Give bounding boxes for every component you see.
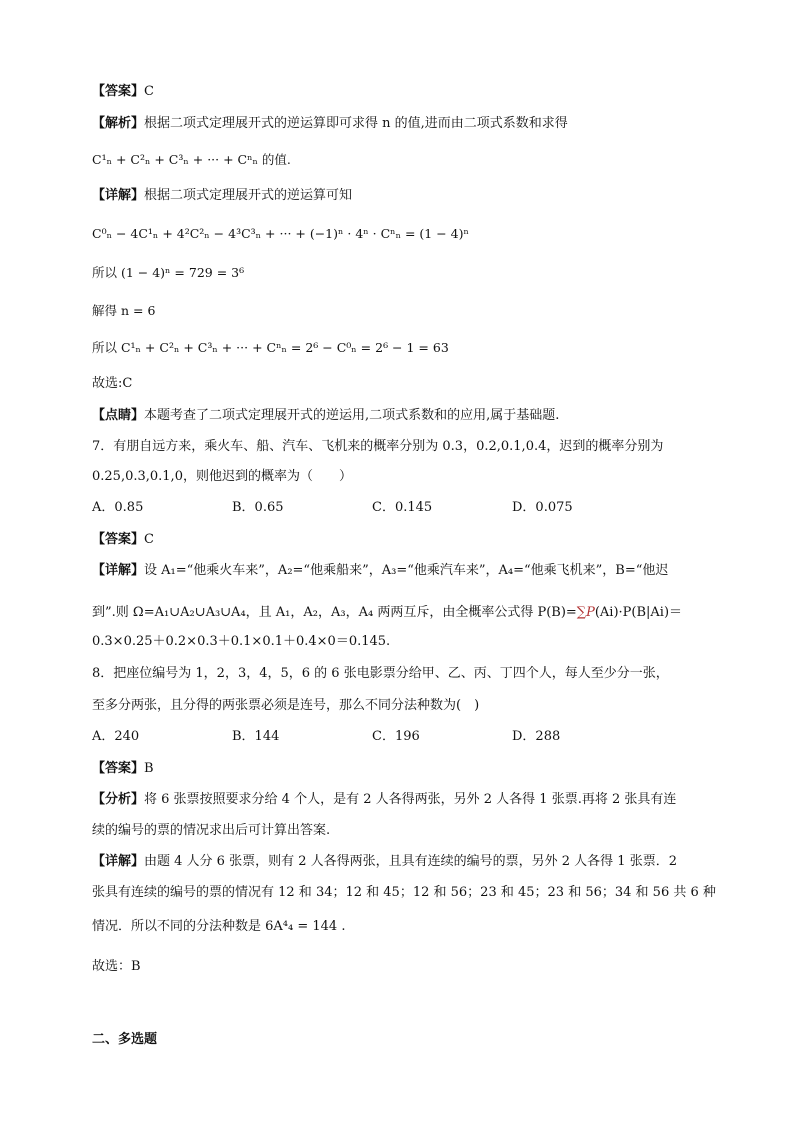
detail-text: 设 A₁=“他乘火车来”，A₂=“他乘船来”，A₃=“他乘汽车来”，A₄=“他乘飞机来”，B=“他迟 bbox=[144, 563, 669, 578]
question-7-line-2: 0.25,0.3,0.1,0，则他迟到的概率为（ ） bbox=[92, 469, 352, 484]
choose-line-8: 故选：B bbox=[92, 959, 141, 974]
option-c: C．196 bbox=[372, 729, 420, 744]
analysis-tag: 【分析】 bbox=[92, 792, 145, 807]
answer-tag: 【答案】 bbox=[92, 84, 145, 99]
section-heading: 二、多选题 bbox=[92, 1032, 158, 1047]
question-7-line-1: 7．有朋自远方来，乘火车、船、汽车、飞机来的概率分别为 0.3，0.2,0.1,0.4，迟到的概率分别为 bbox=[92, 439, 664, 454]
option-b: B．144 bbox=[232, 729, 280, 744]
detail-line-8-2: 张具有连续的编号的票的情况有 12 和 34；12 和 45；12 和 56；23 和 45；23 和 56；34 和 56 共 6 种 bbox=[92, 885, 716, 900]
detail-tag: 【详解】 bbox=[92, 854, 145, 869]
choose-line-6: 故选:C bbox=[92, 376, 133, 391]
detail-text: 到”.则 Ω=A₁∪A₂∪A₃∪A₄，且 A₁，A₂，A₃，A₄ 两两互斥，由全概率公式得 P(B)= bbox=[92, 605, 577, 620]
answer-line-7 bbox=[92, 530, 154, 550]
question-8-line-1: 8．把座位编号为 1，2，3，4，5，6 的 6 张电影票分给甲、乙、丙、丁四个人，每人至少分一张， bbox=[92, 666, 669, 681]
detail-text: 由题 4 人分 6 张票，则有 2 人各得两张，且具有连续的编号的票，另外 2 人各得 1 张票．2 bbox=[144, 854, 677, 869]
answer-value: C bbox=[144, 532, 154, 547]
solve-line: 解得 n = 6 bbox=[92, 303, 156, 318]
question-8-options bbox=[92, 727, 652, 747]
detail-line-6 bbox=[92, 186, 352, 206]
option-d: D．0.075 bbox=[512, 500, 573, 515]
answer-value: C bbox=[144, 84, 154, 99]
detail-line-7-3: 0.3×0.25＋0.2×0.3＋0.1×0.1＋0.4×0＝0.145. bbox=[92, 634, 391, 649]
analysis-line-6 bbox=[92, 114, 568, 134]
option-a: A．240 bbox=[92, 729, 140, 744]
detail-tag: 【详解】 bbox=[92, 188, 145, 203]
detail-tag: 【详解】 bbox=[92, 563, 145, 578]
so-line-2: 所以 C¹ₙ + C²ₙ + C³ₙ + ··· + Cⁿₙ = 2⁶ − C⁰ₙ = 2⁶ − 1 = 63 bbox=[92, 340, 449, 355]
detail-text: 根据二项式定理展开式的逆运算可知 bbox=[144, 188, 353, 203]
sum-symbol: ∑P bbox=[576, 605, 595, 620]
analysis-expression: C¹ₙ + C²ₙ + C³ₙ + ··· + Cⁿₙ 的值. bbox=[92, 152, 291, 167]
binomial-expansion: C⁰ₙ − 4C¹ₙ + 4²C²ₙ − 4³C³ₙ + ··· + (−1)ⁿ · 4ⁿ · Cⁿₙ = (1 − 4)ⁿ bbox=[92, 226, 469, 241]
analysis-text: 将 6 张票按照要求分给 4 个人，是有 2 人各得两张，另外 2 人各得 1 张票.再将 2 张具有连 bbox=[144, 792, 677, 807]
option-a: A．0.85 bbox=[92, 500, 144, 515]
answer-tag: 【答案】 bbox=[92, 532, 145, 547]
analysis-text: 根据二项式定理展开式的逆运算即可求得 n 的值,进而由二项式系数和求得 bbox=[144, 116, 568, 131]
comment-tag: 【点睛】 bbox=[92, 408, 145, 423]
answer-line-8 bbox=[92, 759, 154, 779]
answer-value: B bbox=[144, 761, 154, 776]
option-c: C．0.145 bbox=[372, 500, 433, 515]
detail-line-8-1 bbox=[92, 852, 677, 872]
detail-line-8-3: 情况．所以不同的分法种数是 6A⁴₄ = 144 . bbox=[92, 919, 346, 934]
answer-line-6 bbox=[92, 82, 154, 102]
option-b: B．0.65 bbox=[232, 500, 284, 515]
analysis-tag: 【解析】 bbox=[92, 116, 145, 131]
analysis-line-8-2: 续的编号的票的情况求出后可计算出答案. bbox=[92, 823, 331, 838]
comment-line-6 bbox=[92, 406, 559, 426]
detail-line-7-1 bbox=[92, 561, 668, 581]
detail-line-7-2 bbox=[92, 603, 682, 623]
question-7-options bbox=[92, 498, 652, 518]
detail-text: (Ai)·P(B|Ai)＝ bbox=[594, 605, 683, 620]
option-d: D．288 bbox=[512, 729, 561, 744]
so-line-1: 所以 (1 − 4)ⁿ = 729 = 3⁶ bbox=[92, 265, 245, 280]
question-8-line-2: 至多分两张，且分得的两张票必须是连号，那么不同分法种数为( ) bbox=[92, 698, 480, 713]
answer-tag: 【答案】 bbox=[92, 761, 145, 776]
comment-text: 本题考查了二项式定理展开式的逆运用,二项式系数和的应用,属于基础题. bbox=[144, 408, 560, 423]
analysis-line-8-1 bbox=[92, 790, 676, 810]
